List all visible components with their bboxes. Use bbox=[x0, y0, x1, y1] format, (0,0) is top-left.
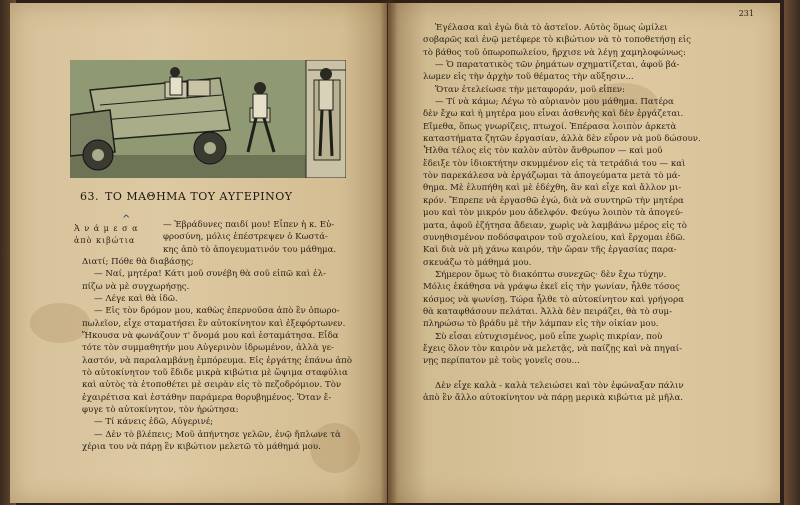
text-line: θημα. Μὲ ἐλυπήθη καὶ μὲ ἐδέχθη, ἂν καὶ εἶχε καὶ ἄλλον μι- bbox=[423, 183, 682, 194]
text-line: μου καὶ τὸν μικρόν μου ἀδελφόν. Φεύγω λοιπὸν τὰ ἀπογεύ- bbox=[423, 208, 683, 219]
text-line: — Εἰς τὸν δρόμον μου, καθὼς ἐπερνοῦσα ἀπὸ ἓν ὀπωρο- bbox=[94, 306, 340, 317]
text-line: Ἐγέλασα καὶ ἐγὼ διὰ τὸ ἀστεῖον. Αὐτὸς ὅμως ὡμίλει bbox=[435, 23, 668, 33]
chapter-title: ΤΟ ΜΑΘΗΜΑ ΤΟΥ ΑΥΓΕΡΙΝΟΥ bbox=[105, 190, 293, 203]
text-line: λωμεν εἰς τὴν ἀρχὴν τοῦ θέματος τὴν αὔξησιν... bbox=[423, 72, 634, 83]
text-line: καταστήματα ζητῶν ἐργασίαν, ἀλλὰ δὲν εὗρον νὰ μοῦ δώσουν. bbox=[423, 134, 701, 145]
text-line: Διατί; Πόθε θὰ διαβάσῃς; bbox=[82, 257, 194, 267]
text-line: πίζω νὰ μὲ συγχωρήσῃς. bbox=[82, 281, 190, 292]
text-line: Καὶ διὰ νὰ μὴ χάνω καιρόν, τὴν ὥραν τῆς ἐργασίας παρα- bbox=[423, 245, 677, 256]
text-line: πληρώσω τὸ βράδυ μὲ τὴν λάμπαν εἰς τὴν οἰκίαν μου. bbox=[423, 319, 659, 330]
handwritten-caret-mark: ^ bbox=[122, 214, 131, 225]
side-note bbox=[74, 223, 139, 247]
text-line: Εἴμεθα, ὅπως γνωρίζεις, πτωχοί. Ἐπέρασα λοιπὸν ἀρκετὰ bbox=[423, 121, 677, 132]
text-line: λαστόν, νὰ παραλαμβάνῃ ἐμπόρευμα. Εἰς ἐργάτης ἐπάνω ἀπὸ bbox=[82, 355, 352, 366]
text-line: — Ἐβράδυνες παιδί μου! Εἶπεν ἡ κ. Εὐ- bbox=[163, 220, 335, 230]
side-note-line: Ἀ ν ά μ ε σ α bbox=[74, 224, 139, 233]
text-line: συνηθισμένον ποδόσφαιρον τοῦ σχολείου, καὶ ἔρχομαι ἐδῶ. bbox=[423, 232, 686, 243]
text-line bbox=[423, 368, 701, 380]
chapter-illustration bbox=[70, 60, 346, 178]
text-line: σκευάζω τὸ μάθημά μου. bbox=[423, 257, 532, 268]
text-line: τὸ βάθος τοῦ ὀπωροπωλείου, ἤρχισε νὰ λέγῃ χαμηλοφώνως: bbox=[423, 47, 686, 58]
text-line: τότε τὸν συμμαθητήν μου Αὐγερινὸν ἱδρωμένον, ἀλλὰ γε- bbox=[82, 343, 334, 354]
text-line: κης ἀπὸ τὸ ἀπογευματινόν του μάθημα. bbox=[163, 244, 337, 255]
text-line: ἐχαιρέτισα καὶ ἐστάθην παράμερα θορυβημένος. Ὅταν ἔ- bbox=[82, 392, 332, 403]
text-line: Σήμερον ὅμως τὸ διακόπτω συνεχῶς· δὲν ἔχω τύχην. bbox=[435, 269, 667, 280]
text-line: Μόλις ἐκάθησα νὰ γράψω ἐκεῖ εἰς τὴν γωνίαν, ἦλθε τόσος bbox=[423, 282, 680, 293]
text-line: σοβαρῶς καὶ ἐνῷ μετέφερε τὸ κιβώτιον νὰ τὸ τοποθετήσῃ εἰς bbox=[423, 35, 691, 46]
text-line: κόσμος νὰ ψωνίσῃ. Τώρα ἦλθε τὸ αὐτοκίνητον καὶ γρήγορα bbox=[423, 294, 684, 305]
page-number: 231 bbox=[738, 9, 754, 18]
chapter-heading bbox=[80, 190, 340, 203]
text-line: Ἦλθα τέλος εἰς τὸν καλὸν αὐτὸν ἄνθρωπον — καὶ μοῦ bbox=[423, 146, 663, 157]
text-line: ἀπὸ ἓν ἄλλο αὐτοκίνητον νὰ πάρῃ μερικὰ κιβώτια μὲ μῆλα. bbox=[423, 393, 684, 404]
text-line: πωλεῖον, εἶχε σταματήσει ἓν αὐτοκίνητον καὶ ἐξεφόρτωνεν. bbox=[82, 318, 346, 329]
text-line: χέρια του νὰ πάρῃ ἓν κιβώτιον μελετῶ τὸ μάθημά μου. bbox=[82, 442, 321, 453]
text-line: Σὺ εἶσαι εὐτυχισμένος, μοῦ εἶπε χωρὶς πικρίαν, ποὺ bbox=[435, 331, 663, 342]
text-line: φροσύνη, μόλις ἐπέστρεψεν ὁ Κωστά- bbox=[163, 232, 328, 243]
text-line: θὰ καταφθάσουν πελάται. Ἀλλὰ δὲν πειράζει, θὰ τὸ συμ- bbox=[423, 306, 672, 317]
text-line: ματα, ἀφοῦ ἐζήτησα ἄδειαν, χωρὶς νὰ λαμβάνω μέρος εἰς τὸ bbox=[423, 220, 687, 231]
text-line: — Ναί, μητέρα! Κάτι μοῦ συνέβη θὰ σοῦ εἰπῶ καὶ ἐλ- bbox=[94, 269, 327, 280]
text-line: Δὲν εἶχε καλὰ - καλὰ τελειώσει καὶ τὸν ἐφώναξαν πάλιν bbox=[435, 380, 684, 391]
text-line: τὸ αὐτοκίνητον τοῦ ἔδιδε μικρὰ κιβώτια μὲ ὥψιμα σταφύλια bbox=[82, 368, 348, 379]
book-gutter bbox=[380, 0, 398, 505]
text-line: δὲν ἔχω καὶ ἡ μητέρα μου εἶναι ἀσθενὴς καὶ δὲν ἐργάζεται. bbox=[423, 109, 684, 120]
text-line: Ὅταν ἐτελείωσε τὴν μεταφοράν, μοῦ εἶπεν: bbox=[435, 84, 625, 95]
text-line: νῃς περίπατον μὲ τοὺς γονεῖς σου... bbox=[423, 356, 580, 367]
text-line: — Τί κάνεις ἐδῶ, Αὐγερινέ; bbox=[94, 417, 214, 428]
text-line: τὸν παρεκάλεσα νὰ ἐργάζωμαι τὰ ἀπογεύματα μετὰ τὸ μά- bbox=[423, 171, 681, 182]
right-page-text bbox=[423, 22, 701, 405]
side-note-line: ἀπὸ κιβώτια bbox=[74, 236, 136, 245]
text-line: ἔδειξε τὸν ἰδιοκτήτην σκυμμένον εἰς τὰ τετράδιά του — καὶ bbox=[423, 158, 686, 169]
text-line: ἔχεις ὅλον τὸν καιρὸν νὰ μελετᾷς, νὰ παίζῃς καὶ νὰ πηγαί- bbox=[423, 343, 683, 354]
book-cover-edge-right bbox=[784, 0, 800, 505]
text-line: φυγε τὸ αὐτοκίνητον, τὸν ἠρώτησα: bbox=[82, 405, 239, 416]
text-line: Ἤκουσα νὰ φωνάζουν τ' ὄνομά μου καὶ ἐσταμάτησα. Εἶδα bbox=[82, 331, 339, 342]
truck-scene-drawing bbox=[70, 60, 346, 178]
text-line: — Ὁ παρατατικὸς τῶν ῥημάτων σχηματίζεται, ἀφοῦ βά- bbox=[435, 60, 680, 71]
left-page-text-body bbox=[82, 256, 352, 454]
text-line: κρόν. Ἔπρεπε νὰ ἐργασθῶ ἐγώ, διὰ νὰ συντηρῶ τὴν μητέρα bbox=[423, 195, 684, 206]
text-line: — Λέγε καὶ θὰ ἰδῶ. bbox=[94, 294, 178, 305]
text-line: καὶ αὐτὸς τὰ ἐτοποθέτει μὲ σειρὰν εἰς τὸ πεζοδρόμιον. Τὸν bbox=[82, 380, 342, 391]
left-page-text bbox=[163, 219, 336, 256]
text-line: — Δὲν τὸ βλέπεις; Μοῦ ἀπήντησε γελῶν, ἐνῷ ἥπλωνε τὰ bbox=[94, 429, 341, 440]
chapter-number: 63. bbox=[80, 190, 99, 203]
text-line: — Τί νὰ κάμω; Λέγω τὸ αὐριανὸν μου μάθημα. Πατέρα bbox=[435, 97, 674, 108]
